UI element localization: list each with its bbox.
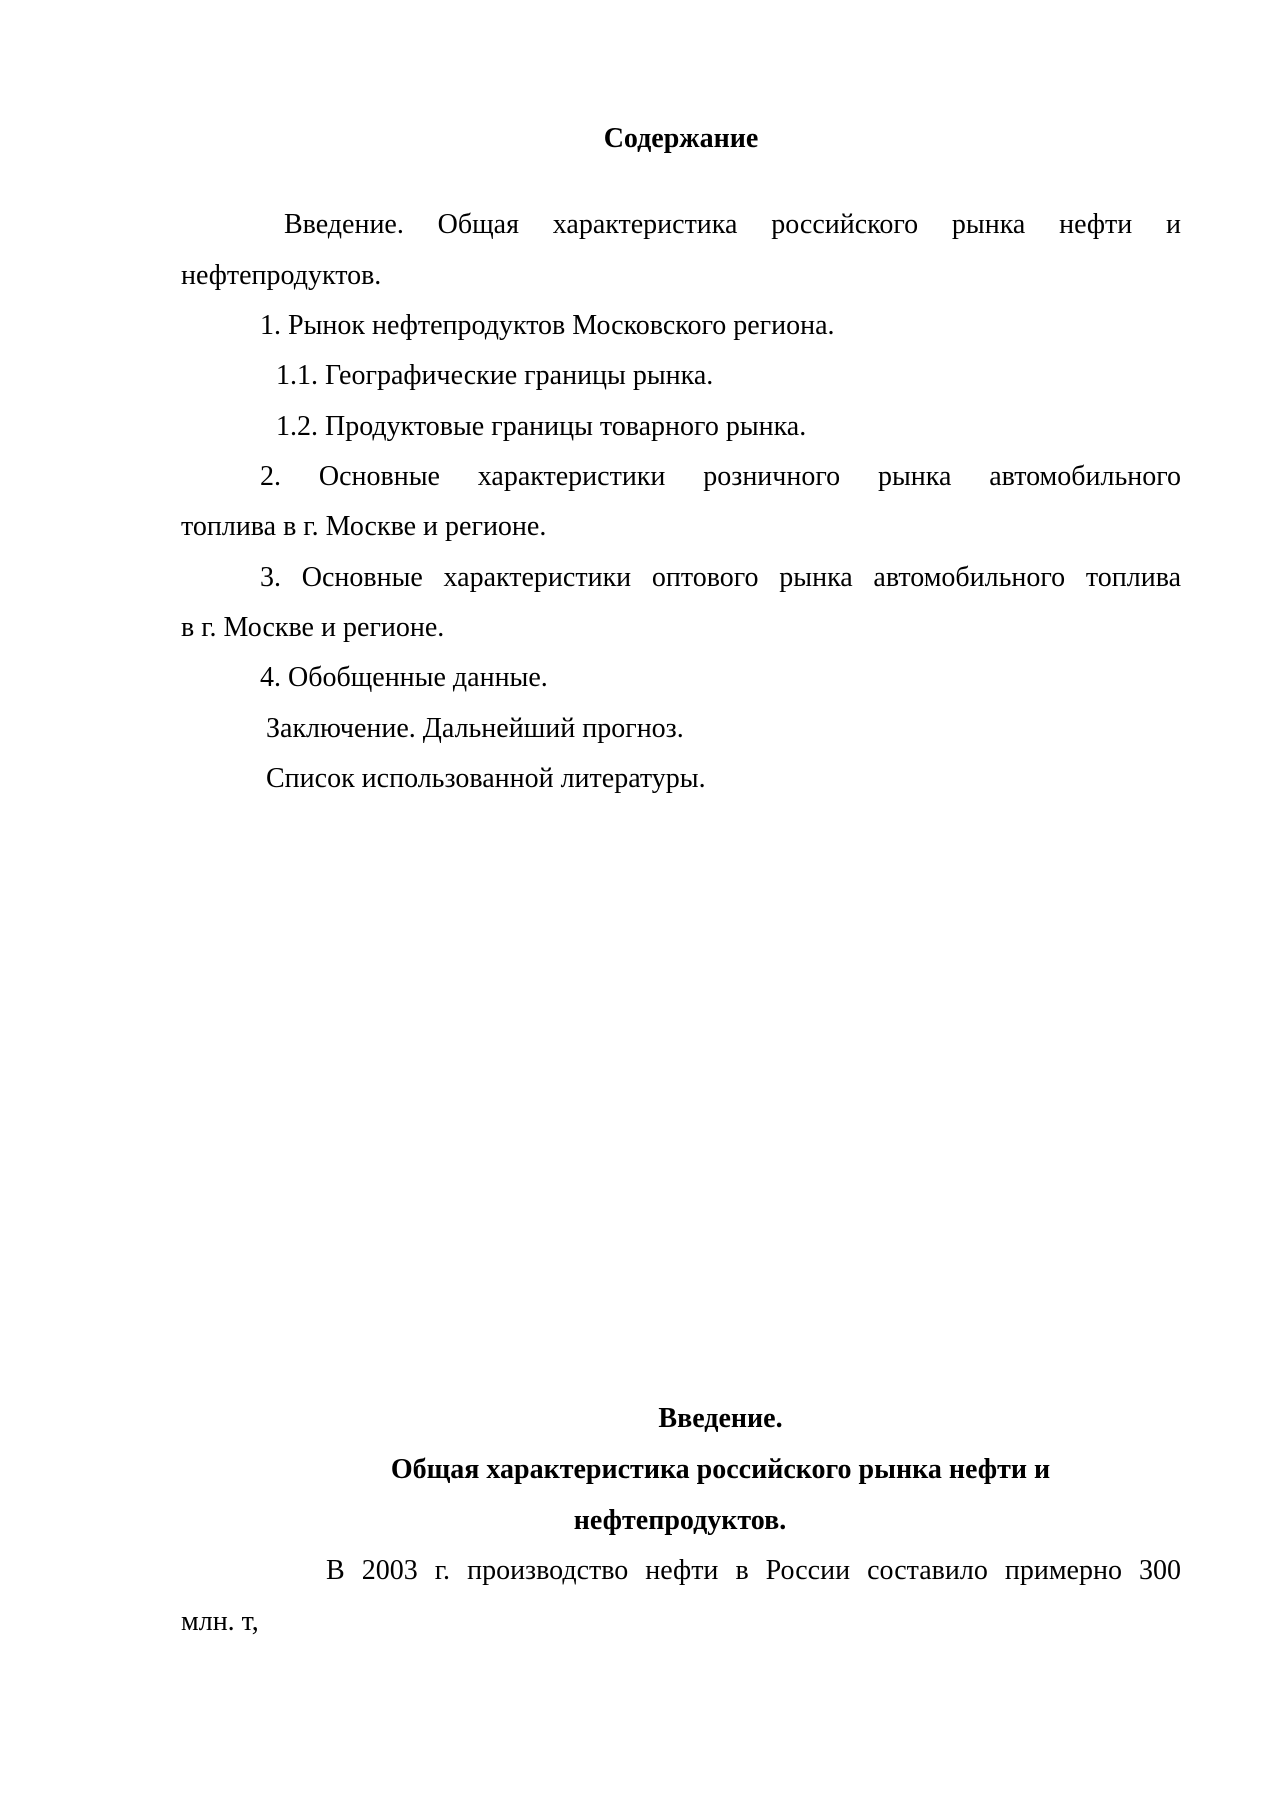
toc-intro-line1: Введение. Общая характеристика российского рынка нефти и [284,209,1181,240]
toc-item-2-line1: 2. Основные характеристики розничного рынка автомобильного [260,461,1181,492]
intro-subheading-line1: Общая характеристика российского рынка нефти и [390,1454,1051,1485]
toc-item-1: 1. Рынок нефтепродуктов Московского региона. [260,310,835,341]
intro-paragraph-line2: млн. т, [181,1606,259,1637]
toc-item-2-line2: топлива в г. Москве и регионе. [181,511,547,542]
intro-subheading-line2: нефтепродуктов. [573,1505,787,1536]
toc-references: Список использованной литературы. [266,763,706,794]
toc-item-1-1: 1.1. Географические границы рынка. [276,360,714,391]
toc-item-4: 4. Обобщенные данные. [260,662,548,693]
toc-item-1-2: 1.2. Продуктовые границы товарного рынка. [276,411,807,442]
toc-item-3-line1: 3. Основные характеристики оптового рынка автомобильного топлива [260,562,1181,593]
intro-heading: Введение. [658,1403,783,1434]
toc-intro-line2: нефтепродуктов. [181,260,382,291]
toc-conclusion: Заключение. Дальнейший прогноз. [266,713,684,744]
toc-item-3-line2: в г. Москве и регионе. [181,612,445,643]
toc-title: Содержание [603,123,759,154]
intro-paragraph-line1: В 2003 г. производство нефти в России составило примерно 300 [326,1555,1181,1586]
